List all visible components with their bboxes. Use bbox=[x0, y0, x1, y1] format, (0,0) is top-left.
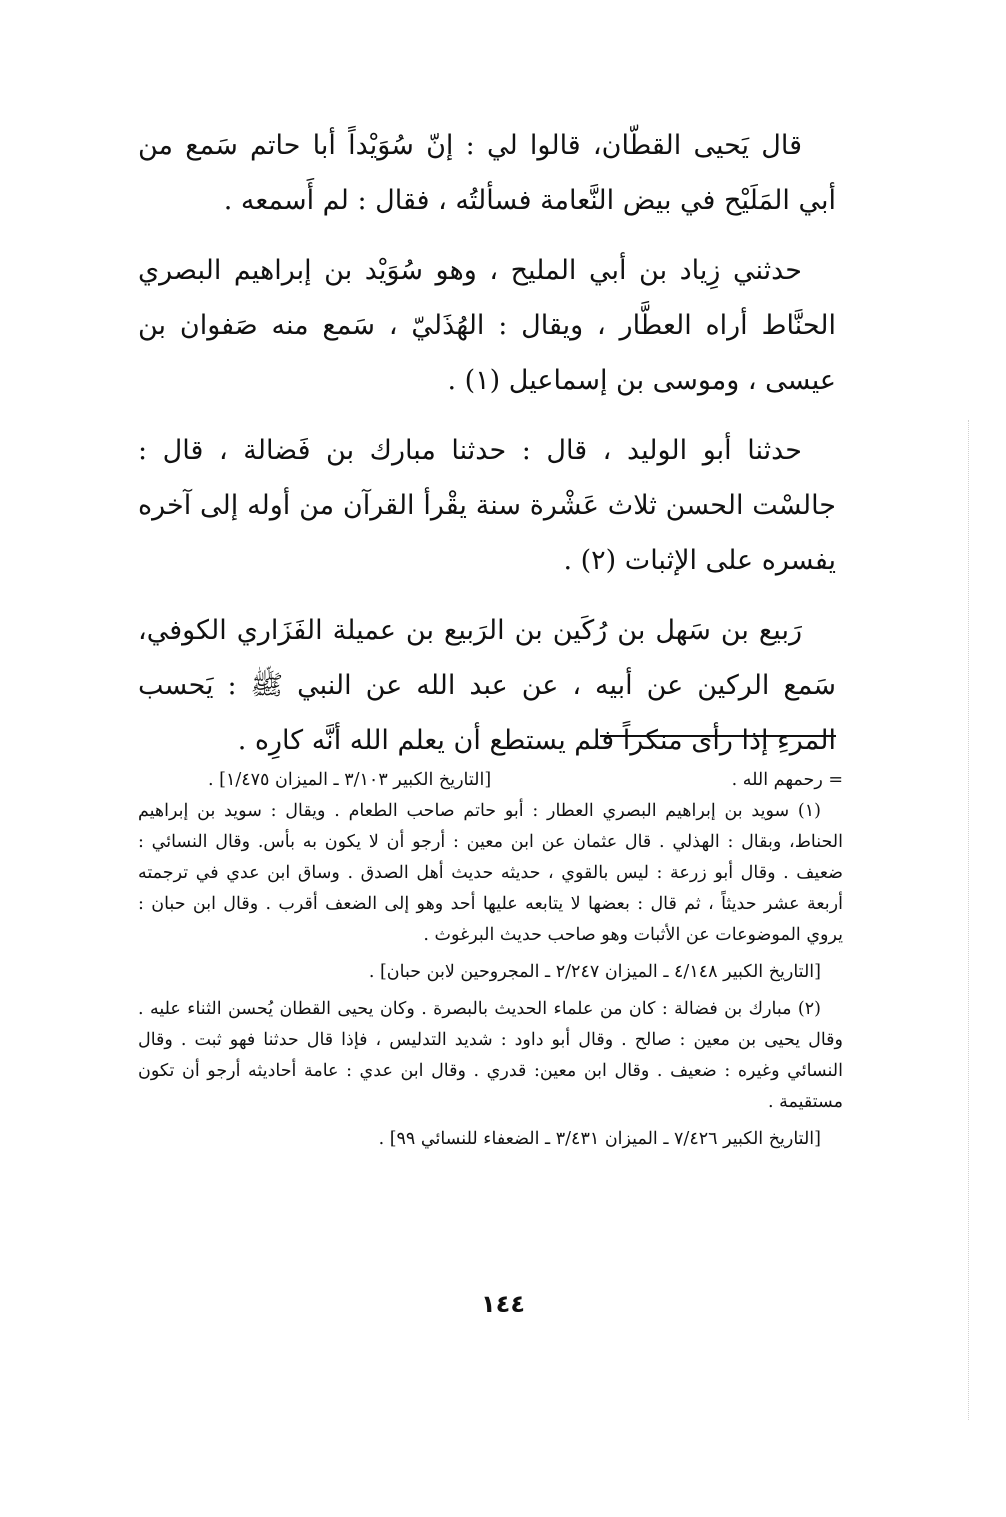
footnote-2: (٢) مبارك بن فضالة : كان من علماء الحديث بالبصرة . وكان يحيى القطان يُحسن الثناء عليه . وقال يحيى بن معين : صالح . وقال أبو داود : شديد التدليس ، فإذا قال حدثنا فهو ثبت . وقال النسائي وغيره : ضعيف . وقال ابن معين: قدري . وقال ابن عدي : عامة أحاديثه أرجو أن تكون مستقيمة . bbox=[138, 999, 843, 1112]
footnote-carryover-text: = رحمهم الله . bbox=[731, 770, 843, 790]
footnotes-block bbox=[138, 765, 843, 1161]
paragraph-4: رَبيع بن سَهل بن رُكَين بن الرَبيع بن عميلة الفَزَاري الكوفي، سَمع الركين عن أبيه ، عن عبد الله عن النبي ﷺ : يَحسب المرءِ إذا رأى منكراً فلم يستطع أن يعلم الله أنَّه كارِه . bbox=[138, 615, 836, 756]
footnote-1: (١) سويد بن إبراهيم البصري العطار : أبو حاتم صاحب الطعام . ويقال : سويد بن إبراهيم الحناط، وبقال : الهذلي . قال عثمان عن ابن معين : أرجو أن لا يكون به بأس. وقال النسائي : ضعيف . وقال أبو زرعة : ليس بالقوي ، حديثه حديث أهل الصدق . وساق ابن عدي في ترجمته أربعة عشر حديثاً ، ثم قال : بعضها لا يتابعه عليها أحد وهو إلى الضعف أقرب . وقال ابن حبان : يروي الموضوعات عن الأثبات وهو صاحب حديث البرغوث . bbox=[138, 801, 843, 945]
page-number: ١٤٤ bbox=[481, 1290, 525, 1318]
paragraph-3: حدثنا أبو الوليد ، قال : حدثنا مبارك بن فَضالة ، قال : جالسْت الحسن ثلاث عَشْرة سنة يقْرأ القرآن من أوله إلى آخره يفسره على الإثبات (٢) . bbox=[138, 435, 836, 576]
footnote-1-reference: [التاريخ الكبير ٤/١٤٨ ـ الميزان ٢/٢٤٧ ـ المجروحين لابن حبان] . bbox=[368, 962, 821, 982]
scan-edge-mark bbox=[968, 420, 969, 1420]
main-text-block bbox=[138, 118, 836, 783]
footnote-separator bbox=[600, 735, 836, 737]
footnote-2-reference: [التاريخ الكبير ٧/٤٢٦ ـ الميزان ٣/٤٣١ ـ الضعفاء للنسائي ٩٩] . bbox=[378, 1129, 821, 1149]
paragraph-2: حدثني زِياد بن أبي المليح ، وهو سُوَيْد بن إبراهيم البصري الحنَّاط أراه العطَّار ، ويقال : الهُذَليّ ، سَمع منه صَفوان بن عيسى ، وموسى بن إسماعيل (١) . bbox=[138, 255, 836, 396]
paragraph-1: قال يَحيى القطّان، قالوا لي : إنّ سُوَيْداً أبا حاتم سَمع من أبي المَلَيْح في بيض النَّعامة فسألتُه ، فقال : لم أَسمعه . bbox=[138, 130, 836, 216]
footnote-carryover-line bbox=[138, 765, 843, 796]
footnote-carryover-reference: [التاريخ الكبير ٣/١٠٣ ـ الميزان ١/٤٧٥] . bbox=[208, 770, 492, 790]
